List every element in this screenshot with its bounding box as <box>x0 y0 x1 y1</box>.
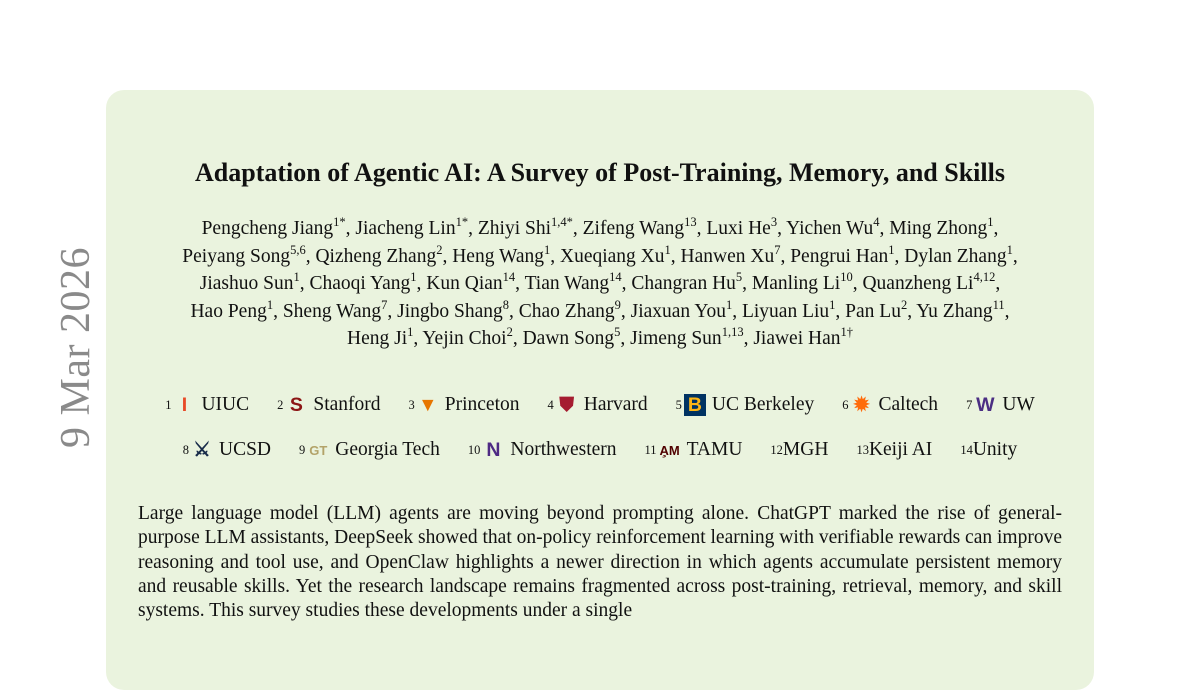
author-name: Jiaxuan You$^1$ <box>630 297 733 322</box>
affiliation-mark: 1 <box>888 242 895 257</box>
affiliation-mark: 1 <box>829 297 836 312</box>
affiliation-item: 6 ✹ Caltech <box>842 394 939 416</box>
author-name: Heng Ji$^1$ <box>347 325 414 349</box>
affiliation-mark: 1,13 <box>721 325 744 339</box>
author-name: Manling Li$^{10}$ <box>751 270 853 294</box>
uiuc-logo-icon: I <box>181 393 188 416</box>
author-name: Hanwen Xu$^7$ <box>680 242 781 267</box>
affiliation-mark: 1 <box>266 297 274 312</box>
berkeley-logo-icon: B <box>684 394 706 416</box>
affiliation-mark: 5 <box>735 270 743 284</box>
author-name: Pan Lu$^2$ <box>845 297 908 322</box>
author-name: Jingbo Shang$^8$ <box>397 297 509 322</box>
affiliation-mark: 1 <box>543 242 551 257</box>
paper-card <box>106 90 1094 690</box>
author-list: Pengcheng Jiang$^{1*}$, Jiacheng Lin$^{1*}$, Zhiyi Shi$^{1,4*}$, Zifeng Wang$^{13}$, Luxi He$^3$, Yichen Wu$^4$, Ming Zhong$^1$, Peiyang Song$^{5,6}$, Qizheng Zhang$^2$, Heng Wang$^1$, Xueqiang Xu$^1$, Hanwen Xu$^7$, Pengrui Han$^1$, Dylan Zhang$^1$, Jiashuo Sun$^1$, Chaoqi Yang$^1$, Kun Qian$^{14}$, Tian Wang$^{14}$, Changran Hu$^5$, Manling Li$^{10}$, Quanzheng Li$^{4,12}$, Hao Peng$^1$, Sheng Wang$^7$, Jingbo Shang$^8$, Chao Zhang$^9$, Jiaxuan You$^1$, Liyuan Liu$^1$, Pan Lu$^2$, Yu Zhang$^{11}$, Heng Ji$^1$, Yejin Choi$^2$, Dawn Song$^5$, Jimeng Sun$^{1,13}$, Jiawei Han$^{1\dagger}$ <box>182 215 1018 349</box>
affiliation-item: 4 ⛊ Harvard <box>547 393 648 416</box>
affiliation-mark: 1* <box>455 215 469 229</box>
affiliation-item: 12 MGH <box>770 439 829 460</box>
affiliation-item: 13 Keiji AI <box>856 439 933 460</box>
author-name: Yichen Wu$^4$ <box>786 215 880 239</box>
affiliation-mark: 1 <box>407 325 414 339</box>
affiliation-mark: 1,4* <box>551 215 573 229</box>
affiliation-mark: 1 <box>664 242 671 257</box>
author-name: Pengcheng Jiang$^{1*}$ <box>201 215 346 239</box>
affiliation-mark: 1 <box>1006 242 1013 257</box>
author-name: Kun Qian$^{14}$ <box>426 270 516 294</box>
author-name: Zifeng Wang$^{13}$ <box>582 215 697 239</box>
affiliation-mark: 2 <box>436 242 443 257</box>
author-name: Yu Zhang$^{11}$ <box>916 297 1005 322</box>
affiliation-mark: 9 <box>614 297 621 312</box>
author-name: Tian Wang$^{14}$ <box>524 270 622 294</box>
affiliation-mark: 4,12 <box>973 270 996 284</box>
affiliation-mark: 11 <box>992 297 1005 312</box>
author-name: Zhiyi Shi$^{1,4*}$ <box>477 215 573 239</box>
affiliation-item: 8 ⚔ UCSD <box>182 439 272 461</box>
affiliation-mark: 2 <box>506 325 513 339</box>
georgia-tech-logo-icon: GT <box>309 442 328 458</box>
affiliation-mark: 10 <box>840 270 853 284</box>
affiliation-item: 11 A̧M TAMU <box>644 439 743 460</box>
author-name: Xueqiang Xu$^1$ <box>559 242 671 267</box>
abstract-text: Large language model (LLM) agents are moving beyond prompting alone. ChatGPT marked the rise of general-purpose LLM assistants, DeepSeek showed that on-policy reinforcement learning with verifiable rewards can improve reasoning and tool use, and OpenClaw highlights a newer direction in which agents accumulate persistent memory and reusable skills. Yet the research landscape remains fragmented across post-training, retrieval, memory, and skill systems. This survey studies these developments under a single <box>138 503 1062 622</box>
author-name: Qizheng Zhang$^2$ <box>315 242 443 267</box>
affiliation-item: 3 ▼ Princeton <box>408 393 520 416</box>
affiliation-mark: 1 <box>987 215 994 229</box>
author-name: Heng Wang$^1$ <box>452 242 551 267</box>
northwestern-logo-icon: N <box>486 438 501 461</box>
author-name: Ming Zhong$^1$ <box>889 215 994 239</box>
author-name: Yejin Choi$^2$ <box>422 325 513 349</box>
stanford-logo-icon: S <box>289 393 303 416</box>
affiliation-item: 9 GT Georgia Tech <box>299 439 440 460</box>
author-name: Dylan Zhang$^1$ <box>904 242 1013 267</box>
author-name: Peiyang Song$^{5,6}$ <box>182 242 306 267</box>
caltech-logo-icon: ✹ <box>853 394 870 416</box>
princeton-logo-icon: ▼ <box>418 393 438 416</box>
affiliation-mark: 2 <box>900 297 908 312</box>
affiliation-mark: 14 <box>609 270 622 284</box>
affiliation-mark: 5 <box>614 325 621 339</box>
affiliation-mark: 4 <box>873 215 880 229</box>
affiliation-row-2 <box>106 439 1094 461</box>
affiliation-mark: 13 <box>684 215 697 229</box>
affiliation-mark: 1† <box>840 325 853 339</box>
affiliation-item: 1 I UIUC <box>165 393 250 416</box>
author-name: Hao Peng$^1$ <box>190 297 274 322</box>
affiliation-mark: 14 <box>502 270 516 284</box>
affiliation-mark: 1 <box>725 297 733 312</box>
affiliation-row-1 <box>106 394 1094 416</box>
affiliation-mark: 8 <box>502 297 509 312</box>
tamu-logo-icon: A̧M <box>659 442 680 458</box>
affiliation-mark: 5,6 <box>290 242 306 257</box>
affiliation-item: 2 S Stanford <box>277 393 381 416</box>
uw-logo-icon: W <box>976 393 995 416</box>
affiliation-mark: 7 <box>774 242 781 257</box>
author-name: Dawn Song$^5$ <box>522 325 621 349</box>
affiliation-mark: 1 <box>293 270 300 284</box>
affiliation-mark: 1* <box>333 215 346 229</box>
affiliation-item: 7 W UW <box>966 393 1035 416</box>
author-name: Pengrui Han$^1$ <box>790 242 895 267</box>
author-name: Jiacheng Lin$^{1*}$ <box>355 215 469 239</box>
ucsd-logo-icon: ⚔ <box>193 439 211 461</box>
author-name: Jimeng Sun$^{1,13}$ <box>630 325 744 349</box>
paper-title: Adaptation of Agentic AI: A Survey of Post-Training, Memory, and Skills <box>195 158 1005 187</box>
affiliation-item: 10 N Northwestern <box>467 438 617 461</box>
author-name: Luxi He$^3$ <box>706 215 778 239</box>
author-name: Jiawei Han$^{1\dagger}$ <box>753 325 853 349</box>
author-name: Changran Hu$^5$ <box>631 270 743 294</box>
arxiv-date-stamp: 9 Mar 2026 <box>53 247 99 448</box>
author-name: Jiashuo Sun$^1$ <box>199 270 300 294</box>
harvard-logo-icon: ⛊ <box>559 393 575 416</box>
author-name: Quanzheng Li$^{4,12}$ <box>862 270 996 294</box>
author-name: Chaoqi Yang$^1$ <box>309 270 417 294</box>
author-name: Chao Zhang$^9$ <box>518 297 621 322</box>
affiliation-item: 5 B UC Berkeley <box>675 393 815 416</box>
affiliation-item: 14 Unity <box>960 439 1018 460</box>
affiliation-mark: 3 <box>770 215 778 229</box>
author-name: Liyuan Liu$^1$ <box>741 297 836 322</box>
affiliation-mark: 7 <box>381 297 388 312</box>
affiliation-mark: 1 <box>410 270 417 284</box>
author-name: Sheng Wang$^7$ <box>282 297 388 322</box>
